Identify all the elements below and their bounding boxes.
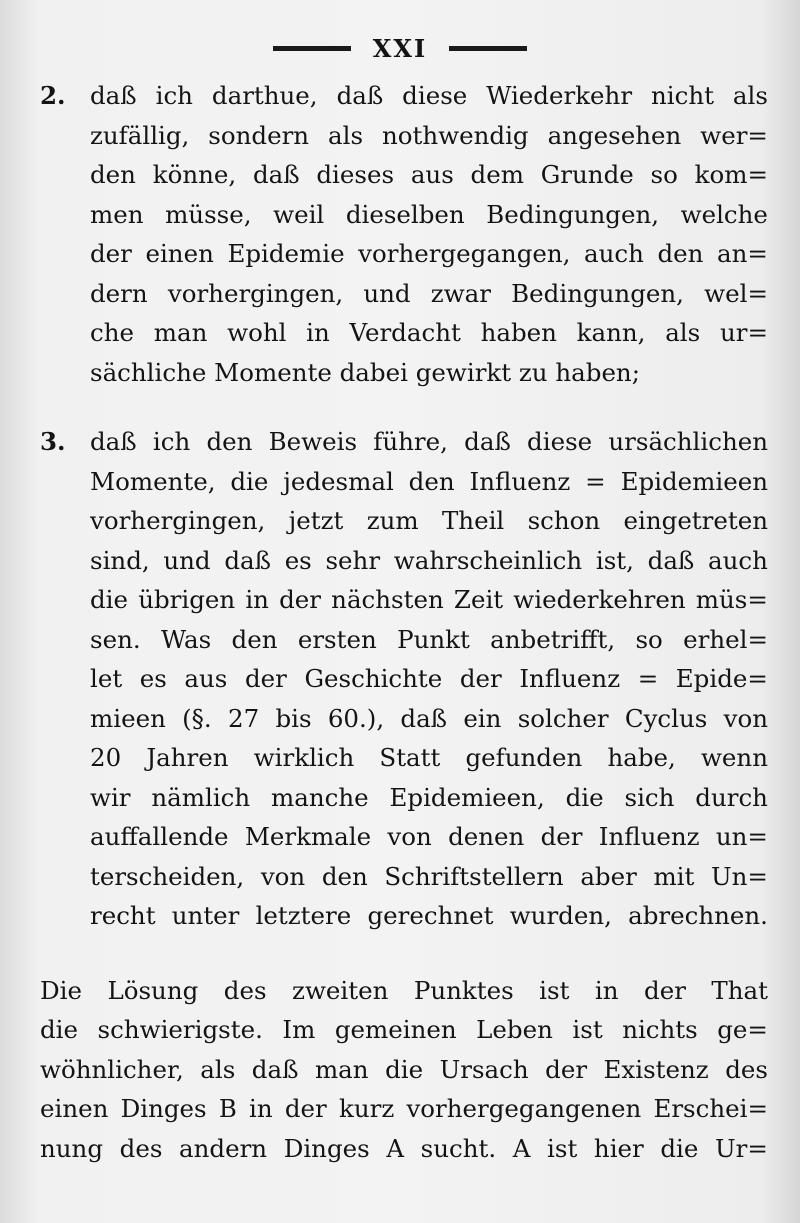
word: des — [119, 1133, 163, 1163]
word: ersten — [297, 624, 377, 654]
word: ist — [547, 1133, 578, 1163]
word: Momente, — [90, 466, 216, 496]
word: sich — [624, 782, 675, 812]
word: darthue, — [211, 81, 318, 110]
word: nächsten — [331, 585, 444, 614]
word: Punkt — [397, 624, 470, 654]
word: ge= — [717, 1015, 768, 1044]
word: dieses — [316, 160, 395, 189]
line-text — [90, 659, 768, 699]
word: daß — [90, 81, 137, 110]
word: die — [660, 1133, 699, 1163]
word: Influenz — [598, 822, 700, 851]
page-number: XXI — [372, 33, 428, 63]
text-line — [40, 155, 768, 195]
word: der — [644, 975, 686, 1005]
word: weil — [273, 199, 325, 229]
header-rule-right — [449, 46, 527, 51]
word: daß — [400, 703, 448, 733]
word: die — [565, 782, 604, 812]
word: die — [385, 1054, 424, 1084]
word: A — [386, 1133, 405, 1163]
spacer — [40, 936, 768, 971]
word: letztere — [255, 901, 352, 930]
word: sondern — [208, 120, 310, 150]
word: Leben — [476, 1015, 553, 1044]
text-line — [40, 462, 768, 502]
word: hier — [593, 1133, 644, 1163]
word: als — [732, 81, 768, 110]
line-text — [90, 778, 768, 818]
word: daß — [90, 427, 137, 456]
word: zum — [366, 506, 419, 535]
word: Erschei= — [653, 1094, 768, 1123]
word: wiederkehren — [513, 585, 686, 614]
line-text — [40, 971, 768, 1011]
word: sen. — [90, 624, 141, 654]
word: daß — [647, 545, 695, 575]
word: Lösung — [107, 975, 199, 1005]
text-line — [40, 971, 768, 1011]
word: daß — [224, 545, 271, 575]
line-text — [90, 195, 768, 235]
word: men — [90, 199, 144, 229]
word: in — [594, 975, 619, 1005]
line-text — [40, 1089, 768, 1129]
text-line — [40, 1050, 768, 1090]
word: die — [230, 466, 269, 496]
word: einen — [40, 1094, 109, 1123]
word: aber — [580, 861, 637, 891]
word: That — [711, 975, 768, 1005]
line-text — [90, 620, 768, 660]
spacer — [40, 392, 768, 422]
word: Schriftstellern — [384, 861, 564, 891]
list-item-3 — [40, 422, 768, 936]
word: unter — [171, 901, 240, 930]
word: als — [665, 318, 701, 347]
word: denen — [448, 822, 525, 851]
word: dern — [90, 278, 148, 308]
word: abrechnen. — [628, 901, 768, 930]
word: der — [244, 664, 287, 693]
word: und — [163, 545, 211, 575]
line-text — [90, 580, 768, 620]
word: Epidemieen — [620, 466, 768, 496]
word: von — [260, 861, 306, 891]
word: der — [540, 822, 583, 851]
word: daß — [252, 160, 300, 189]
word: dieselben — [345, 199, 465, 229]
word: wir — [90, 782, 131, 812]
word: wahrscheinlich — [393, 545, 583, 575]
text-line — [40, 501, 768, 541]
word: führe, — [373, 427, 448, 456]
text-line — [40, 116, 768, 156]
line-text — [90, 541, 768, 581]
word: des — [223, 975, 267, 1005]
word: so — [635, 624, 663, 654]
page-body — [40, 76, 768, 1168]
line-text — [40, 1050, 768, 1090]
word: Bedingungen, — [486, 199, 660, 229]
word: wirklich — [253, 743, 355, 772]
line-text — [90, 155, 768, 195]
line-text: sächliche Momente dabei gewirkt zu haben; — [90, 357, 640, 387]
word: an= — [717, 239, 768, 268]
word: Die — [40, 975, 82, 1005]
word: als — [200, 1054, 236, 1084]
word: der — [545, 1054, 588, 1084]
word: einen — [145, 239, 214, 268]
text-line — [40, 620, 768, 660]
word: ich — [152, 427, 191, 456]
word: welche — [680, 199, 768, 229]
word: kom= — [694, 160, 768, 189]
word: es — [139, 664, 167, 693]
word: daß — [464, 427, 511, 456]
word: Epidemie — [227, 239, 345, 268]
word: Punktes — [413, 975, 514, 1005]
line-text — [90, 462, 768, 502]
word: B — [218, 1094, 237, 1123]
word: Geschichte — [304, 664, 443, 693]
word: gefunden — [465, 743, 583, 772]
word: gerechnet — [367, 901, 494, 930]
word: Cyclus — [624, 703, 708, 733]
word: zwar — [430, 278, 491, 308]
word: müsse, — [165, 199, 252, 229]
word: auch — [584, 239, 644, 268]
word: Verdacht — [349, 318, 461, 347]
word: nung — [40, 1133, 104, 1163]
word: terscheiden, — [90, 861, 245, 891]
word: Wiederkehr — [486, 81, 633, 110]
text-line — [40, 195, 768, 235]
word: Bedingungen, — [511, 278, 684, 308]
word: bis — [275, 703, 312, 733]
word: Epidemieen, — [389, 782, 545, 812]
word: wenn — [700, 743, 768, 772]
word: des — [725, 1054, 768, 1084]
word: mieen — [90, 703, 166, 733]
line-text — [90, 313, 768, 353]
line-text — [90, 234, 768, 274]
line-text — [90, 76, 768, 116]
text-line — [40, 1089, 768, 1129]
word: = — [585, 466, 606, 496]
word: andern — [179, 1133, 268, 1163]
line-text — [90, 274, 768, 314]
word: mit — [653, 861, 695, 891]
page-header — [0, 30, 800, 66]
text-line — [40, 817, 768, 857]
word: Ursach — [439, 1054, 529, 1084]
word: aus — [410, 160, 454, 189]
text-line — [40, 1010, 768, 1050]
text-line — [40, 857, 768, 897]
word: Statt — [379, 743, 441, 772]
word: Influenz — [469, 466, 571, 496]
text-line — [40, 1129, 768, 1169]
item-number: 3. — [40, 427, 66, 456]
header-rule-left — [273, 46, 351, 51]
word: wohl — [227, 318, 287, 347]
word: vorhergegangen, — [358, 239, 571, 268]
word: wel= — [704, 278, 768, 308]
word: kurz — [338, 1094, 395, 1123]
word: Grunde — [540, 160, 634, 189]
line-text — [90, 896, 768, 936]
word: auch — [708, 545, 768, 575]
word: Jahren — [146, 743, 229, 772]
word: von — [723, 703, 768, 733]
word: daß — [336, 81, 384, 110]
word: Zeit — [453, 585, 504, 614]
word: in — [245, 585, 269, 614]
word: schon — [527, 506, 601, 535]
word: durch — [695, 782, 768, 812]
word: den — [321, 861, 368, 891]
line-text — [40, 1010, 768, 1050]
word: diese — [527, 427, 593, 456]
text-line — [40, 699, 768, 739]
word: Ur= — [715, 1133, 768, 1163]
word: den — [231, 624, 278, 654]
word: sehr — [325, 545, 381, 575]
word: den — [206, 427, 253, 456]
word: aus — [184, 664, 228, 693]
word: eingetreten — [623, 506, 768, 535]
word: habe, — [607, 743, 676, 772]
word: so — [650, 160, 678, 189]
line-text — [90, 699, 768, 739]
word: Theil — [441, 506, 505, 535]
word: den — [408, 466, 455, 496]
word: recht — [90, 901, 156, 930]
text-line — [40, 234, 768, 274]
word: auffallende — [90, 822, 229, 851]
word: 20 — [90, 743, 122, 772]
word: die — [40, 1015, 79, 1044]
text-line — [40, 778, 768, 818]
text-line — [40, 274, 768, 314]
word: kann, — [576, 318, 646, 347]
word: der — [90, 239, 132, 268]
word: vorhergegangenen — [406, 1094, 642, 1123]
word: wer= — [700, 120, 768, 150]
word: Im — [282, 1015, 316, 1044]
word: angesehen — [547, 120, 682, 150]
line-text — [90, 857, 768, 897]
text-line — [40, 659, 768, 699]
word: schwierigste. — [97, 1015, 263, 1044]
word: ursächlichen — [608, 427, 768, 456]
word: wurden, — [509, 901, 612, 930]
word: und — [363, 278, 411, 308]
word: nothwendig — [382, 120, 529, 150]
line-text — [90, 116, 768, 156]
word: nicht — [651, 81, 714, 110]
word: nämlich — [151, 782, 251, 812]
word: (§. — [182, 703, 212, 733]
word: Influenz — [519, 664, 621, 693]
word: manche — [271, 782, 369, 812]
text-line — [40, 353, 768, 393]
word: nichts — [622, 1015, 698, 1044]
word: könne, — [152, 160, 237, 189]
line-text — [90, 501, 768, 541]
word: Dinges — [283, 1133, 370, 1163]
word: es — [284, 545, 312, 575]
word: man — [153, 318, 208, 347]
word: dem — [470, 160, 524, 189]
word: ist — [539, 975, 570, 1005]
line-text — [90, 738, 768, 778]
word: jetzt — [288, 506, 344, 535]
word: A — [512, 1133, 531, 1163]
body-paragraph — [40, 971, 768, 1169]
word: den — [90, 160, 136, 189]
text-line — [40, 76, 768, 116]
word: ur= — [719, 318, 768, 347]
word: in — [306, 318, 330, 347]
word: ein — [463, 703, 502, 733]
word: von — [387, 822, 432, 851]
item-number: 2. — [40, 81, 66, 110]
word: der — [284, 1094, 327, 1123]
word: haben — [480, 318, 557, 347]
word: übrigen — [138, 585, 236, 614]
line-text — [90, 422, 768, 462]
word: diese — [402, 81, 468, 110]
word: Un= — [710, 861, 768, 891]
word: Dinges — [120, 1094, 207, 1123]
text-line — [40, 896, 768, 936]
word: ich — [155, 81, 193, 110]
word: zufällig, — [90, 120, 190, 150]
word: Existenz — [603, 1054, 709, 1084]
word: gemeinen — [334, 1015, 457, 1044]
text-line — [40, 422, 768, 462]
word: daß — [251, 1054, 299, 1084]
word: Merkmale — [244, 822, 372, 851]
word: ist, — [595, 545, 634, 575]
word: = — [637, 664, 659, 693]
word: let — [90, 664, 123, 693]
word: sind, — [90, 545, 150, 575]
word: solcher — [517, 703, 609, 733]
word: Was — [160, 624, 212, 654]
word: der — [279, 585, 322, 614]
word: jedesmal — [283, 466, 394, 496]
text-line — [40, 738, 768, 778]
word: 60.), — [327, 703, 385, 733]
word: wöhnlicher, — [40, 1054, 184, 1084]
text-line — [40, 580, 768, 620]
word: anbetrifft, — [490, 624, 616, 654]
word: ist — [572, 1015, 603, 1044]
word: als — [328, 120, 364, 150]
word: Beweis — [268, 427, 358, 456]
line-text — [40, 1129, 768, 1169]
word: vorhergingen, — [90, 506, 266, 535]
word: Epide= — [675, 664, 768, 693]
word: der — [459, 664, 502, 693]
word: zweiten — [292, 975, 389, 1005]
list-item-2 — [40, 76, 768, 392]
word: un= — [715, 822, 768, 851]
word: erhel= — [683, 624, 768, 654]
word: den — [657, 239, 704, 268]
word: müs= — [695, 585, 768, 614]
word: die — [90, 585, 129, 614]
text-line — [40, 313, 768, 353]
word: che — [90, 318, 134, 347]
word: in — [249, 1094, 273, 1123]
text-line — [40, 541, 768, 581]
word: 27 — [228, 703, 260, 733]
word: man — [314, 1054, 369, 1084]
word: sucht. — [420, 1133, 497, 1163]
word: vorhergingen, — [167, 278, 344, 308]
line-text — [90, 817, 768, 857]
